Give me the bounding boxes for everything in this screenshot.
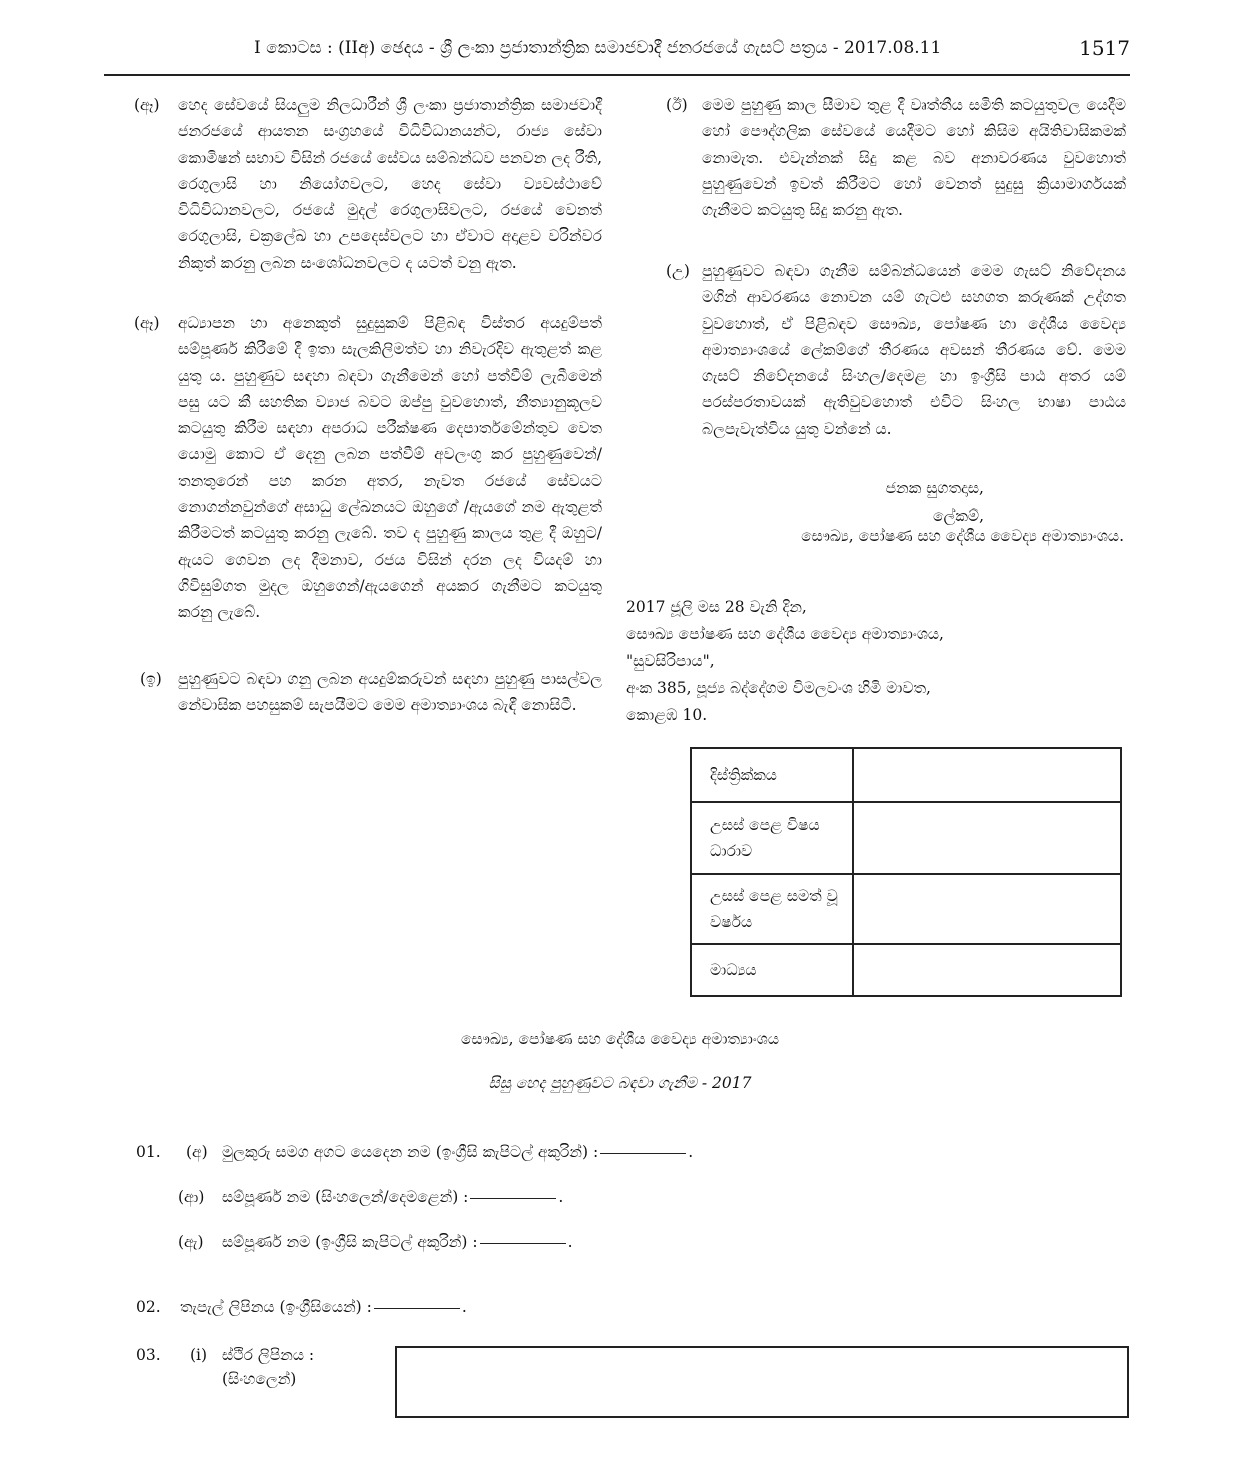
al-year-label: උසස් පෙළ සමත් වූ වර්ෂය (691, 874, 853, 944)
form-ministry-heading: සෞඛ්‍ය, පෝෂණ සහ දේශීය වෛද්‍ය අමාත්‍යාංශය (461, 1030, 779, 1048)
address-date: 2017 ජූලි මස 28 වැනි දින, (626, 598, 807, 616)
right-para-1-text: මෙම පුහුණු කාල සීමාව තුළ දී වෘත්තීය සමිති කටයුතුවල යෙදීම හෝ පෞද්ගලික සේවයේ යෙදීමට හෝ කිසිම අයිතිවාසිකමක් නොමැත. එවැන්නක් සිදු කළ බව අනාවරණය වුවහොත් පුහුණුවෙන් ඉවත් කිරීමට හෝ වෙනත් සුදුසු ක්‍රියාමාර්ගයක් ගැනීමට කටයුතු සිදු කරනු ඇත. (702, 96, 1126, 220)
q02-number: 02. (136, 1298, 161, 1316)
q02-text: තැපැල් ලිපිනය (ඉංග්‍රීසියෙන්) : (180, 1298, 372, 1316)
q01-c-label: (ඇ) (178, 1233, 204, 1251)
address-line-4: කොළඹ 10. (626, 706, 708, 724)
q03-i-label: (i) (190, 1346, 208, 1364)
table-row (691, 874, 1121, 944)
page-number: 1517 (1079, 36, 1130, 60)
q01-c-text: සම්පූර්ණ නම (ඉංග්‍රීසි කැපිටල් අකුරින්) : (222, 1233, 478, 1251)
address-line-1: සෞඛ්‍ය පෝෂණ සහ දේශීය වෛද්‍ය අමාත්‍යාංශය, (626, 625, 944, 643)
q02-question (180, 1298, 467, 1317)
form-title: සිසු හෙද පුහුණුවට බඳවා ගැනීම - 2017 (488, 1074, 752, 1092)
q01-a-label: (අ) (186, 1143, 208, 1161)
q01-b-label: (ආ) (178, 1188, 205, 1206)
medium-label: මාධ්‍යය (691, 944, 853, 996)
left-para-1-label: (ඈ) (134, 96, 160, 114)
q01-b-question (222, 1188, 563, 1207)
al-year-field[interactable] (853, 874, 1121, 944)
q01-b-answer-line[interactable] (470, 1198, 556, 1199)
q01-a-question (222, 1143, 693, 1162)
district-label: දිස්ත්‍රික්කය (691, 748, 853, 802)
q02-answer-line[interactable] (374, 1308, 460, 1309)
right-para-2-text: පුහුණුවට බඳවා ගැනීම සම්බන්ධයෙන් මෙම ගැසට් නිවේදනය මගින් ආවරණය නොවන යම් ගැටළු සහගත කරුණක් උද්ගත වුවහොත්, ඒ පිළිබඳව සෞඛ්‍ය, පෝෂණ හා දේශීය වෛද්‍ය අමාත්‍යාංශයේ ලේකම්ගේ තීරණය අවසන් තීරණය වේ. මෙම ගැසට් නිවේදනයේ සිංහල/දෙමළ හා ඉංග්‍රීසි පාඨ අතර යම් පරස්පරතාවයක් ඇතිවුවහොත් එවිට සිංහල භාෂා පාඨය බලපැවැත්විය යුතු වන්නේ ය. (702, 262, 1126, 438)
q03-i-text: ස්ථිර ලිපිනය : (222, 1346, 315, 1364)
q01-c-period: . (567, 1233, 573, 1251)
signatory-name: ජනක සුගතදාස, (885, 479, 984, 497)
q03-number: 03. (136, 1346, 161, 1364)
al-stream-label: උසස් පෙළ විෂය ධාරාව (691, 802, 853, 874)
address-line-3: අංක 385, පූජ්‍ය බද්දේගම විමලවංශ හිමි මාවත, (626, 679, 931, 697)
district-field[interactable] (853, 748, 1121, 802)
medium-field[interactable] (853, 944, 1121, 996)
q01-a-answer-line[interactable] (600, 1153, 686, 1154)
right-para-1-label: (ඊ) (666, 96, 688, 114)
q01-b-text: සම්පූර්ණ නම (සිංහලෙන්/දෙමළෙන්) : (222, 1188, 469, 1206)
signatory-title: ලේකම්, (932, 507, 984, 525)
page-header (104, 30, 1130, 76)
left-para-3-text: පුහුණුවට බඳවා ගනු ලබන අයදුම්කරුවන් සඳහා පුහුණු පාසල්වල නේවාසික පහසුකම් සැපයීමට මෙම අමාත්‍යාංශය බැඳී නොසිටී. (178, 670, 602, 715)
table-row (691, 748, 1121, 802)
q01-c-answer-line[interactable] (480, 1243, 566, 1244)
signatory-ministry: සෞඛ්‍ය, පෝෂණ සහ දේශීය වෛද්‍ය අමාත්‍යාංශය. (801, 527, 1124, 545)
q01-a-text: මුලකුරු සමග අගට යෙදෙන නම (ඉංග්‍රීසි කැපිටල් අකුරින්) : (222, 1143, 599, 1161)
q01-a-period: . (688, 1143, 694, 1161)
right-para-2-label: (උ) (666, 262, 690, 280)
al-stream-field[interactable] (853, 802, 1121, 874)
q03-i-subtext: (සිංහලෙන්) (222, 1370, 297, 1388)
permanent-address-box[interactable] (395, 1346, 1129, 1418)
left-para-2-text: අධ්‍යාපන හා අනෙකුත් සුදුසුකම් පිළිබඳ විස්තර අයදුම්පත් සම්පූර්ණ කිරීමේ දී ඉතා සැලකිලිමත්ව හා නිවැරදිව ඇතුළත් කළ යුතු ය. පුහුණුව සඳහා බඳවා ගැනීමෙන් හෝ පත්වීම් ලැබීමෙන් පසු යට කී සහතික ව්‍යාජ බවට ඔප්පු වුවහොත්, නීත්‍යානුකූලව කටයුතු කිරීම සඳහා අපරාධ පරීක්ෂණ දෙපාර්තමේන්තුව වෙත යොමු කොට ඒ දෙනු ලබන පත්වීම් අවලංගු කර පුහුණුවෙන්/තනතුරෙන් පහ කරන අතර, නැවත රජයේ සේවයට නොගන්නවුන්ගේ අසාධු ලේඛනයට ඔහුගේ /ඇයගේ නම ඇතුළත් කිරීමටත් කටයුතු කරනු ලැබේ. තව ද පුහුණු කාලය තුළ දී ඔහුට/ඇයට ගෙවන ලද දීමනාව, රජය විසින් දරන ලද වියදම් හා ගිවිසුම්ගත මුදල ඔහුගෙන්/ඇයගෙන් අයකර ගැනීමට කටයුතු කරනු ලැබේ. (178, 314, 602, 622)
applicant-info-table (690, 747, 1122, 997)
left-para-1-text: හෙද සේවයේ සියලුම නිලධාරීන් ශ්‍රී ලංකා ප්‍රජාතාන්ත්‍රික සමාජවාදී ජනරජයේ ආයතන සංග්‍රහයේ විධිවිධානයන්ට, රාජ්‍ය සේවා කොමිෂන් සභාව විසින් රජයේ සේවය සම්බන්ධව පනවන ලද රීති, රෙගුලාසි හා නියෝගවලට, හෙද සේවා ව්‍යවස්ථාවේ විධිවිධානවලට, රජයේ මුදල් රෙගුලාසිවලට, රජයේ වෙනත් රෙගුලාසි, චක්‍රලේඛ හා උපදෙස්වලට හා ඒවාට අදාළව වරින්වර නිකුත් කරනු ලබන සංශෝධනවලට ද යටත් වනු ඇත. (178, 96, 602, 272)
table-row (691, 944, 1121, 996)
table-row (691, 802, 1121, 874)
q01-c-question (222, 1233, 573, 1252)
address-line-2: "සුවසිරිපාය", (626, 652, 715, 670)
left-para-3-label: (ඉ) (140, 670, 162, 688)
left-para-2-label: (ඈ) (134, 314, 160, 332)
gazette-header-title: I කොටස : (IIඅ) ඡෙදය - ශ්‍රී ලංකා ප්‍රජාතාන්ත්‍රික සමාජවාදී ජනරජයේ ගැසට් පත්‍රය - 2017.08.11 (254, 38, 942, 58)
q01-number: 01. (136, 1143, 161, 1161)
q02-period: . (461, 1298, 467, 1316)
q01-b-period: . (558, 1188, 564, 1206)
